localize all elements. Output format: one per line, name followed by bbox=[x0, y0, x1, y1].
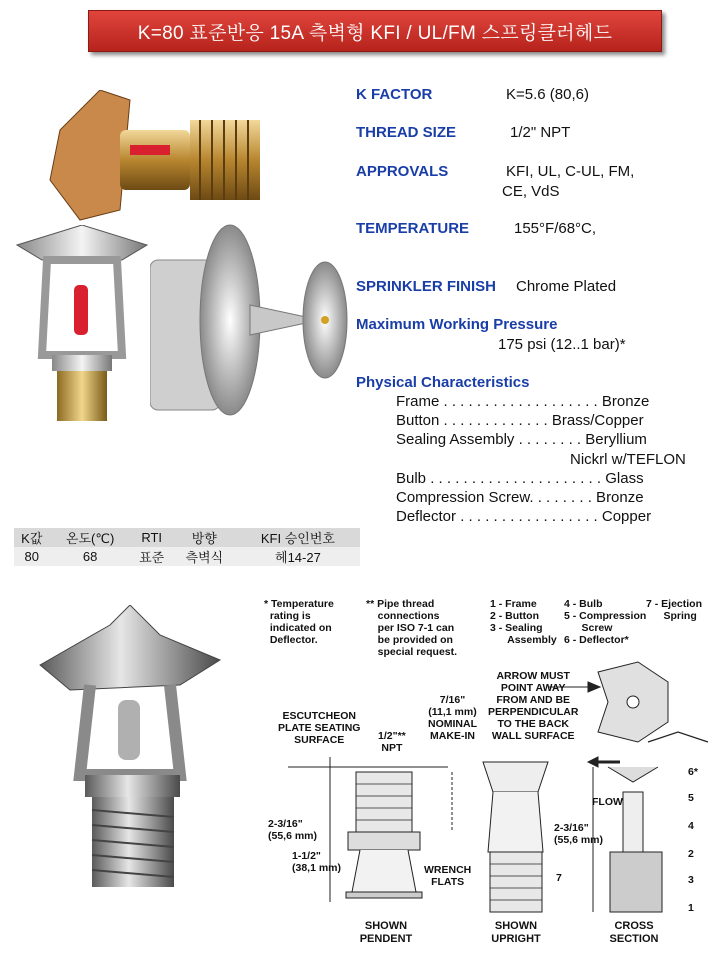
physical-item-compression: Compression Screw. . . . . . . . Bronze bbox=[396, 489, 644, 506]
spec-label-approvals: APPROVALS bbox=[356, 163, 449, 180]
physical-item-frame: Frame . . . . . . . . . . . . . . . . . . . Bronze bbox=[396, 393, 650, 410]
physical-item-deflector: Deflector . . . . . . . . . . . . . . . . . Copper bbox=[396, 508, 652, 525]
note-pipe-thread: ** Pipe thread connections per ISO 7-1 can be provided on special request. bbox=[366, 598, 458, 658]
legend-parts-b: 4 - Bulb 5 - Compression Screw 6 - Deflector* bbox=[564, 598, 647, 646]
spec-label-temperature: TEMPERATURE bbox=[356, 220, 470, 237]
dimension-body: 1-1/2" (38,1 mm) bbox=[292, 850, 342, 874]
spec-label-thread-size: THREAD SIZE bbox=[356, 124, 457, 141]
callout-5: 5 bbox=[688, 792, 694, 804]
callout-4: 4 bbox=[688, 820, 694, 832]
note-temperature: * Temperature rating is indicated on Deflector. bbox=[264, 598, 334, 646]
title-upright: SHOWN UPRIGHT bbox=[491, 920, 541, 945]
legend-parts-c: 7 - Ejection Spring bbox=[646, 598, 703, 622]
physical-item-sealing-2: Nickrl w/TEFLON bbox=[570, 451, 686, 468]
table-header: K값 bbox=[14, 528, 50, 547]
sprinkler-photo-chrome bbox=[12, 225, 152, 425]
spec-label-k-factor: K FACTOR bbox=[356, 86, 433, 103]
npt-label: 1/2"** NPT bbox=[378, 730, 406, 754]
table-header: RTI bbox=[131, 528, 173, 547]
table-header: 방향 bbox=[173, 528, 236, 547]
spec-label-finish: SPRINKLER FINISH bbox=[356, 278, 497, 295]
spec-value-k-factor: K=5.6 (80,6) bbox=[506, 86, 589, 103]
table-cell: 68 bbox=[50, 547, 131, 566]
spec-label-physical: Physical Characteristics bbox=[356, 374, 530, 391]
dimension-cross: 2-3/16" (55,6 mm) bbox=[554, 822, 604, 846]
spec-value-thread-size: 1/2" NPT bbox=[510, 124, 571, 141]
callout-3: 3 bbox=[688, 874, 694, 886]
callout-2: 2 bbox=[688, 848, 694, 860]
sprinkler-photo-brass bbox=[40, 90, 280, 230]
title-pendent: SHOWN PENDENT bbox=[359, 920, 413, 945]
spec-label-pressure: Maximum Working Pressure bbox=[356, 316, 558, 333]
spec-value-finish: Chrome Plated bbox=[516, 278, 617, 295]
table-cell: 80 bbox=[14, 547, 50, 566]
title-cross-section: CROSS SECTION bbox=[609, 920, 659, 945]
escutcheon-label: ESCUTCHEON PLATE SEATING SURFACE bbox=[278, 710, 361, 746]
makein-label: 7/16" (11,1 mm) NOMINAL MAKE-IN bbox=[428, 694, 477, 742]
table-cell: 측벽식 bbox=[173, 547, 236, 566]
callout-7: 7 bbox=[556, 872, 562, 884]
table-cell: 표준 bbox=[131, 547, 173, 566]
property-table bbox=[14, 528, 360, 566]
technical-diagram bbox=[248, 592, 712, 948]
spec-value-pressure: 175 psi (12..1 bar)* bbox=[498, 336, 626, 353]
arrow-instruction: ARROW MUST POINT AWAY FROM AND BE PERPENDICULAR TO THE BACK WALL SURFACE bbox=[488, 670, 579, 742]
spec-value-approvals: KFI, UL, C-UL, FM, bbox=[506, 163, 635, 180]
flow-label: FLOW bbox=[592, 796, 623, 808]
spec-value-approvals-2: CE, VdS bbox=[502, 183, 560, 200]
table-header: KFI 승인번호 bbox=[236, 528, 360, 547]
wrench-flats-label: WRENCH FLATS bbox=[424, 864, 472, 888]
callout-6: 6* bbox=[688, 766, 698, 778]
dimension-overall: 2-3/16" (55,6 mm) bbox=[268, 818, 318, 842]
table-cell: 헤14-27 bbox=[236, 547, 360, 566]
callout-1: 1 bbox=[688, 902, 694, 914]
physical-item-button: Button . . . . . . . . . . . . . Brass/Copper bbox=[396, 412, 644, 429]
page-banner: K=80 표준반응 15A 측벽형 KFI / UL/FM 스프링클러헤드 bbox=[88, 10, 662, 52]
sprinkler-photo-pendent bbox=[30, 605, 230, 890]
physical-item-sealing: Sealing Assembly . . . . . . . . Beryllium bbox=[396, 431, 647, 448]
sprinkler-photo-sidewall bbox=[150, 220, 350, 420]
physical-item-bulb: Bulb . . . . . . . . . . . . . . . . . . . . . Glass bbox=[396, 470, 644, 487]
table-row bbox=[14, 547, 360, 566]
table-header-row bbox=[14, 528, 360, 547]
legend-parts-a: 1 - Frame 2 - Button 3 - Sealing Assembly bbox=[490, 598, 557, 646]
table-header: 온도(℃) bbox=[50, 528, 131, 547]
spec-value-temperature: 155°F/68°C, bbox=[514, 220, 597, 237]
